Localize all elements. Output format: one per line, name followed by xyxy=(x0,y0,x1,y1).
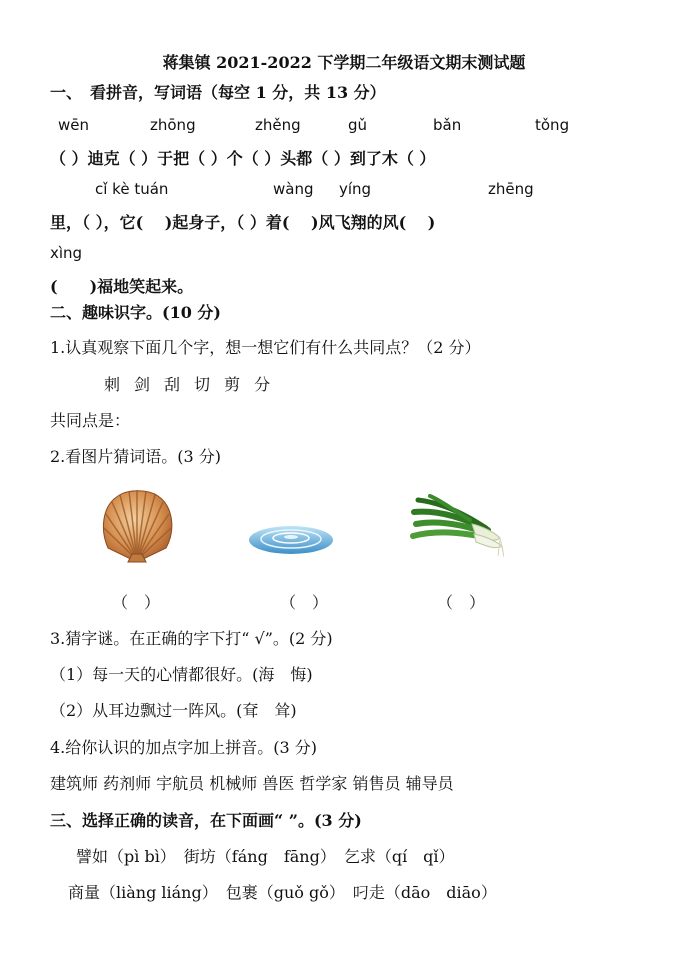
answer-blank-1[interactable]: （ ） xyxy=(112,593,161,612)
question-2-3: 3.猜字谜。在正确的字下打“ √”。(2 分) xyxy=(50,629,333,648)
green-onion-image xyxy=(410,494,504,560)
common-point-label: 共同点是： xyxy=(50,411,131,430)
fill-sentence-2: 里，（ ），它( )起身子，（ ）着( )风飞翔的风( ) xyxy=(50,213,436,232)
page-title: 蒋集镇 2021-2022 下学期二年级语文期末测试题 xyxy=(162,53,526,72)
fill-sentence-3: ( )福地笑起来。 xyxy=(50,277,194,296)
riddle-2: （2）从耳边飘过一阵风。(耷 耸) xyxy=(50,701,297,720)
pinyin-11: xìng xyxy=(50,244,83,262)
pinyin-4: gǔ xyxy=(348,116,368,134)
character-list xyxy=(104,372,284,395)
pinyin-2: zhōng xyxy=(150,116,196,134)
question-2-1: 1.认真观察下面几个字，想一想它们有什么共同点？（2 分） xyxy=(50,338,481,357)
char-2: 剑 xyxy=(134,375,151,394)
section3-heading: 三、选择正确的读音，在下面画“ ”。(3 分) xyxy=(50,811,362,830)
profession-words: 建筑师 药剂师 宇航员 机械师 兽医 哲学家 销售员 辅导员 xyxy=(50,774,454,793)
pinyin-6: tǒng xyxy=(535,116,570,134)
riddle-1: （1）每一天的心情都很好。(海 悔) xyxy=(50,665,313,684)
question-2-4: 4.给你认识的加点字加上拼音。(3 分) xyxy=(50,738,318,757)
pinyin-3: zhěng xyxy=(255,116,301,134)
section2-heading: 二、趣味识字。(10 分) xyxy=(50,303,221,322)
fill-sentence-1: （ ）迪克（ ）于把（ ）个（ ）头都（ ）到了木（ ） xyxy=(50,149,436,168)
char-1: 刺 xyxy=(104,375,121,394)
pinyin-10: zhēng xyxy=(488,180,534,198)
question-2-2: 2.看图片猜词语。(3 分) xyxy=(50,447,222,466)
char-5: 剪 xyxy=(224,375,241,394)
pinyin-1: wēn xyxy=(58,116,90,134)
pinyin-8: wàng xyxy=(273,180,314,198)
water-ripple-image xyxy=(248,518,334,558)
answer-blank-2[interactable]: （ ） xyxy=(280,593,329,612)
pinyin-9: yíng xyxy=(339,180,372,198)
char-6: 分 xyxy=(254,375,271,394)
reading-row-1: 譬如（pì bì） 街坊（fáng fāng） 乞求（qí qǐ） xyxy=(76,847,455,866)
reading-row-2: 商量（liàng liáng） 包裹（guǒ gǒ） 叼走（dāo diāo） xyxy=(68,883,497,902)
char-4: 切 xyxy=(194,375,211,394)
shell-image xyxy=(98,486,176,566)
char-3: 刮 xyxy=(164,375,181,394)
answer-blank-3[interactable]: （ ） xyxy=(437,593,486,612)
pinyin-7: cǐ kè tuán xyxy=(95,180,169,198)
section1-heading: 一、 看拼音，写词语（每空 1 分，共 13 分） xyxy=(50,83,386,102)
pinyin-5: bǎn xyxy=(433,116,462,134)
